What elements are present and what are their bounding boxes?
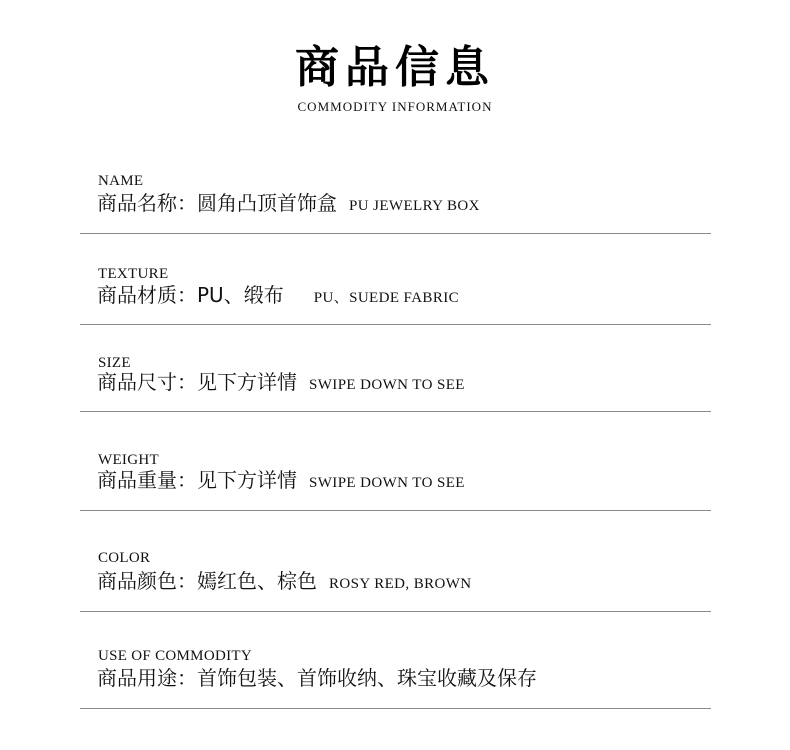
- row-english-value: PU JEWELRY BOX: [349, 198, 480, 214]
- row-english-label: USE OF COMMODITY: [98, 648, 252, 664]
- row-main-line: [97, 281, 459, 312]
- row-main-line: [97, 567, 472, 598]
- row-english-label: WEIGHT: [98, 452, 159, 468]
- page-subtitle: COMMODITY INFORMATION: [297, 99, 493, 114]
- row-chinese-value: 首饰包装、首饰收纳、珠宝收藏及保存: [197, 666, 537, 690]
- row-chinese-label: 商品尺寸：: [97, 370, 197, 394]
- row-chinese-label: 商品材质：: [97, 283, 197, 307]
- row-chinese-value: 嫣红色、棕色: [197, 569, 317, 593]
- row-chinese-label: 商品颜色：: [97, 569, 197, 593]
- row-english-label: TEXTURE: [98, 266, 169, 282]
- row-chinese-label: 商品用途：: [97, 666, 197, 690]
- row-english-value: SWIPE DOWN TO SEE: [309, 377, 465, 393]
- info-row-color: [80, 510, 711, 612]
- row-english-value: PU、SUEDE FABRIC: [313, 290, 460, 306]
- info-row-use: [80, 611, 711, 709]
- row-english-label: COLOR: [98, 550, 151, 566]
- row-chinese-value: 圆角凸顶首饰盒: [197, 191, 337, 215]
- info-row-weight: [80, 411, 711, 511]
- row-chinese-value: PU、缎布: [197, 283, 284, 307]
- row-english-label: SIZE: [98, 355, 131, 371]
- row-main-line: [97, 368, 465, 399]
- row-english-value: SWIPE DOWN TO SEE: [309, 475, 465, 491]
- row-english-label: NAME: [98, 173, 144, 189]
- row-main-line: [97, 189, 480, 220]
- info-row-texture: [80, 233, 711, 325]
- info-row-name: [80, 160, 711, 234]
- info-row-size: [80, 324, 711, 412]
- row-chinese-label: 商品名称：: [97, 191, 197, 215]
- page-title: 商品信息: [295, 42, 495, 93]
- row-english-value: ROSY RED, BROWN: [329, 576, 472, 592]
- row-main-line: [97, 664, 537, 694]
- row-main-line: [97, 466, 465, 497]
- row-chinese-label: 商品重量：: [97, 468, 197, 492]
- row-chinese-value: 见下方详情: [197, 468, 297, 492]
- row-chinese-value: 见下方详情: [197, 370, 297, 394]
